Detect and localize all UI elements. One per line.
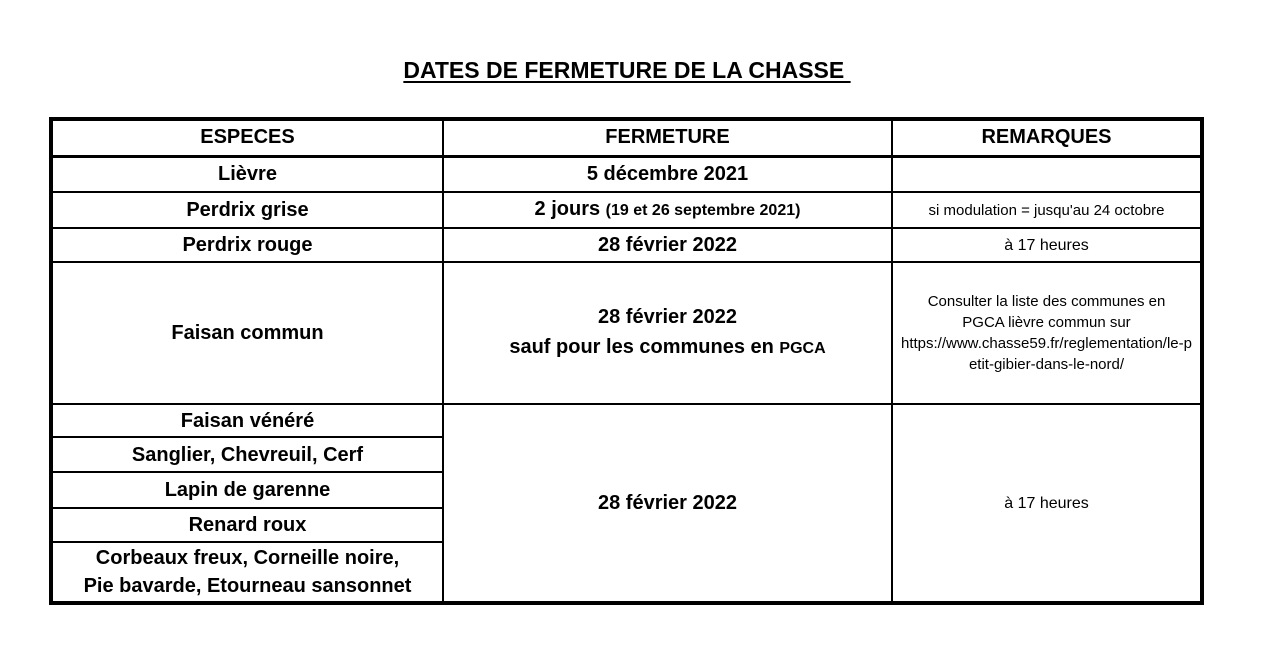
closing-dates-table <box>49 117 1204 605</box>
species-cell: Perdrix grise <box>51 192 443 228</box>
closing-line2 <box>448 332 887 364</box>
species-line2: Pie bavarde, Etourneau sansonnet <box>83 575 412 597</box>
table-row <box>51 404 1202 437</box>
table-row <box>51 156 1202 192</box>
species-cell: Sanglier, Chevreuil, Cerf <box>51 437 443 472</box>
species-cell <box>51 542 443 603</box>
table-header-row <box>51 119 1202 156</box>
table-row <box>51 192 1202 228</box>
species-cell: Lapin de garenne <box>51 472 443 508</box>
header-species: ESPECES <box>51 119 443 156</box>
remark-line1: Consulter la liste des communes en <box>927 293 1166 310</box>
header-closing: FERMETURE <box>443 119 892 156</box>
closing-detail: (19 et 26 septembre 2021) <box>605 202 801 219</box>
species-line1: Corbeaux freux, Corneille noire, <box>95 547 400 569</box>
closing-line2-abbr: PGCA <box>779 340 826 357</box>
remark-cell-group: à 17 heures <box>892 404 1202 603</box>
remark-url-link[interactable]: https://www.chasse59.fr/reglementation/le-petit-gibier-dans-le-nord/ <box>901 335 1192 373</box>
remark-cell <box>892 262 1202 404</box>
species-cell: Lièvre <box>51 156 443 192</box>
species-cell: Faisan commun <box>51 262 443 404</box>
remark-cell <box>892 156 1202 192</box>
page-title: DATES DE FERMETURE DE LA CHASSE <box>403 57 851 83</box>
remark-cell: si modulation = jusqu'au 24 octobre <box>892 192 1202 228</box>
table-row <box>51 262 1202 404</box>
table-row <box>51 228 1202 262</box>
species-cell: Perdrix rouge <box>51 228 443 262</box>
closing-cell <box>443 262 892 404</box>
closing-line1: 28 février 2022 <box>597 306 737 328</box>
closing-main: 2 jours <box>534 198 601 220</box>
species-cell: Faisan vénéré <box>51 404 443 437</box>
closing-cell-group: 28 février 2022 <box>443 404 892 603</box>
closing-cell: 28 février 2022 <box>443 228 892 262</box>
remark-cell: à 17 heures <box>892 228 1202 262</box>
closing-line2-text: sauf pour les communes en <box>509 336 774 358</box>
header-remarks: REMARQUES <box>892 119 1202 156</box>
closing-cell: 5 décembre 2021 <box>443 156 892 192</box>
species-cell: Renard roux <box>51 508 443 542</box>
closing-cell <box>443 192 892 228</box>
remark-line2: PGCA lièvre commun sur <box>962 314 1131 331</box>
